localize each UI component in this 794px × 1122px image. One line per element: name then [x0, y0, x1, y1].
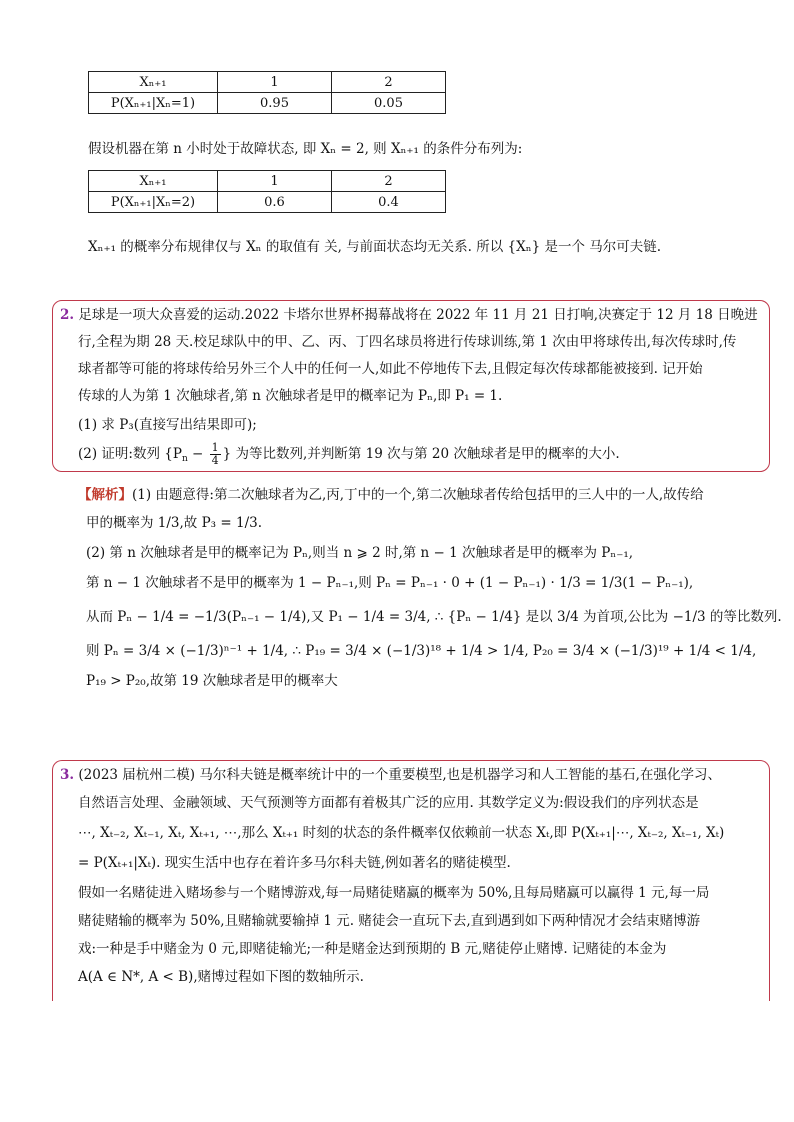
- distribution-table-2: [88, 170, 446, 213]
- distribution-table-1: [88, 71, 446, 114]
- question-text: 传球的人为第 1 次触球者,第 n 次触球者是甲的概率记为 Pₙ,即 P₁ = 1.: [78, 388, 503, 404]
- solution-line-1: [78, 484, 704, 506]
- solution-line-7: P₁₉ > P₂₀,故第 19 次触球者是甲的概率大: [86, 673, 338, 689]
- question-text: 假如一名赌徒进入赌场参与一个赌博游戏,每一局赌徒赌赢的概率为 50%,且每局赌赢可以赢得 1 元,每一局: [78, 885, 710, 901]
- question-text: 戏:一种是手中赌金为 0 元,即赌徒输光;一种是赌金达到预期的 B 元,赌徒停止赌博. 记赌徒的本金为: [78, 941, 667, 957]
- question-3: [60, 764, 721, 786]
- table-cell: 0.6: [218, 192, 332, 213]
- part-2-prefix: (2) 证明:数列: [78, 446, 160, 462]
- table-cell: 1: [218, 171, 332, 192]
- table-row: [89, 192, 446, 213]
- table-row: [89, 93, 446, 114]
- intro-text: 假设机器在第 n 小时处于故障状态, 即 Xₙ = 2, 则 Xₙ₊₁ 的条件分布列为:: [88, 141, 523, 157]
- solution-text: (1) 由题意得:第二次触球者为乙,丙,丁中的一个,第二次触球者传给包括甲的三人中的一人,故传给: [132, 487, 704, 503]
- table-row: [89, 171, 446, 192]
- question-text: 自然语言处理、金融领域、天气预测等方面都有着极其广泛的应用. 其数学定义为:假设我们的序列状态是: [78, 795, 699, 811]
- table-cell: P(Xₙ₊₁|Xₙ=2): [89, 192, 218, 213]
- part-2-suffix: 为等比数列,并判断第 19 次与第 20 次触球者是甲的概率的大小.: [235, 446, 620, 462]
- question-text: 足球是一项大众喜爱的运动.2022 卡塔尔世界杯揭幕战将在 2022 年 11 月 21 日打响,决赛定于 12 月 18 日晚进: [78, 307, 758, 323]
- table-cell: P(Xₙ₊₁|Xₙ=1): [89, 93, 218, 114]
- table-cell: 0.05: [332, 93, 446, 114]
- question-text: = P(Xₜ₊₁|Xₜ). 现实生活中也存在着许多马尔科夫链,例如著名的赌徒模型.: [78, 855, 511, 871]
- table-cell: 2: [332, 72, 446, 93]
- question-part-2: [78, 442, 620, 470]
- table-cell: 1: [218, 72, 332, 93]
- table-cell: Xₙ₊₁: [89, 171, 218, 192]
- solution-line-4: 第 n − 1 次触球者不是甲的概率为 1 − Pₙ₋₁,则 Pₙ = Pₙ₋₁ · 0 + (1 − Pₙ₋₁) · 1/3 = 1/3(1 − Pₙ₋₁),: [86, 575, 694, 591]
- question-part-1: (1) 求 P₃(直接写出结果即可);: [78, 417, 257, 433]
- table-cell: Xₙ₊₁: [89, 72, 218, 93]
- question-text: ⋯, Xₜ₋₂, Xₜ₋₁, Xₜ, Xₜ₊₁, ⋯,那么 Xₜ₊₁ 时刻的状态的条件概率仅依赖前一状态 Xₜ,即 P(Xₜ₊₁|⋯, Xₜ₋₂, Xₜ₋₁, Xₜ): [78, 825, 725, 841]
- table-row: [89, 72, 446, 93]
- question-text: 行,全程为期 28 天.校足球队中的甲、乙、丙、丁四名球员将进行传球训练,第 1 次由甲将球传出,每次传球时,传: [78, 334, 737, 350]
- solution-line-5: 从而 Pₙ − 1/4 = −1/3(Pₙ₋₁ − 1/4),又 P₁ − 1/4 = 3/4, ∴ {Pₙ − 1/4} 是以 3/4 为首项,公比为 −1/3 的等比数列.: [86, 609, 782, 625]
- solution-line-3: (2) 第 n 次触球者是甲的概率记为 Pₙ,则当 n ⩾ 2 时,第 n − 1 次触球者是甲的概率为 Pₙ₋₁,: [86, 545, 634, 561]
- table-cell: 0.4: [332, 192, 446, 213]
- solution-line-2: 甲的概率为 1/3,故 P₃ = 1/3.: [86, 515, 263, 531]
- table-cell: 0.95: [218, 93, 332, 114]
- sequence-expression: {$P_n$ − $\frac{1}{4}$ }: [164, 441, 232, 467]
- solution-tag: 【解析】: [78, 487, 132, 503]
- question-text: 球者都等可能的将球传给另外三个人中的任何一人,如此不停地传下去,且假定每次传球都能被接到. 记开始: [78, 361, 703, 377]
- question-number: 3.: [60, 767, 75, 783]
- question-text: 赌徒赌输的概率为 50%,且赌输就要输掉 1 元. 赌徒会一直玩下去,直到遇到如下两种情况才会结束赌博游: [78, 913, 701, 929]
- question-number: 2.: [60, 307, 75, 323]
- conclusion-text: Xₙ₊₁ 的概率分布规律仅与 Xₙ 的取值有 关, 与前面状态均无关系. 所以 {Xₙ} 是一个 马尔可夫链.: [88, 239, 662, 255]
- question-text: A(A ∈ N*, A < B),赌博过程如下图的数轴所示.: [78, 969, 364, 985]
- question-2: [60, 304, 758, 326]
- solution-line-6: 则 Pₙ = 3/4 × (−1/3)ⁿ⁻¹ + 1/4, ∴ P₁₉ = 3/4 × (−1/3)¹⁸ + 1/4 > 1/4, P₂₀ = 3/4 × (−1/3)¹⁹ + 1/4 < 1/4,: [86, 643, 757, 659]
- question-text: (2023 届杭州二模) 马尔科夫链是概率统计中的一个重要模型,也是机器学习和人工智能的基石,在强化学习、: [78, 767, 721, 783]
- table-cell: 2: [332, 171, 446, 192]
